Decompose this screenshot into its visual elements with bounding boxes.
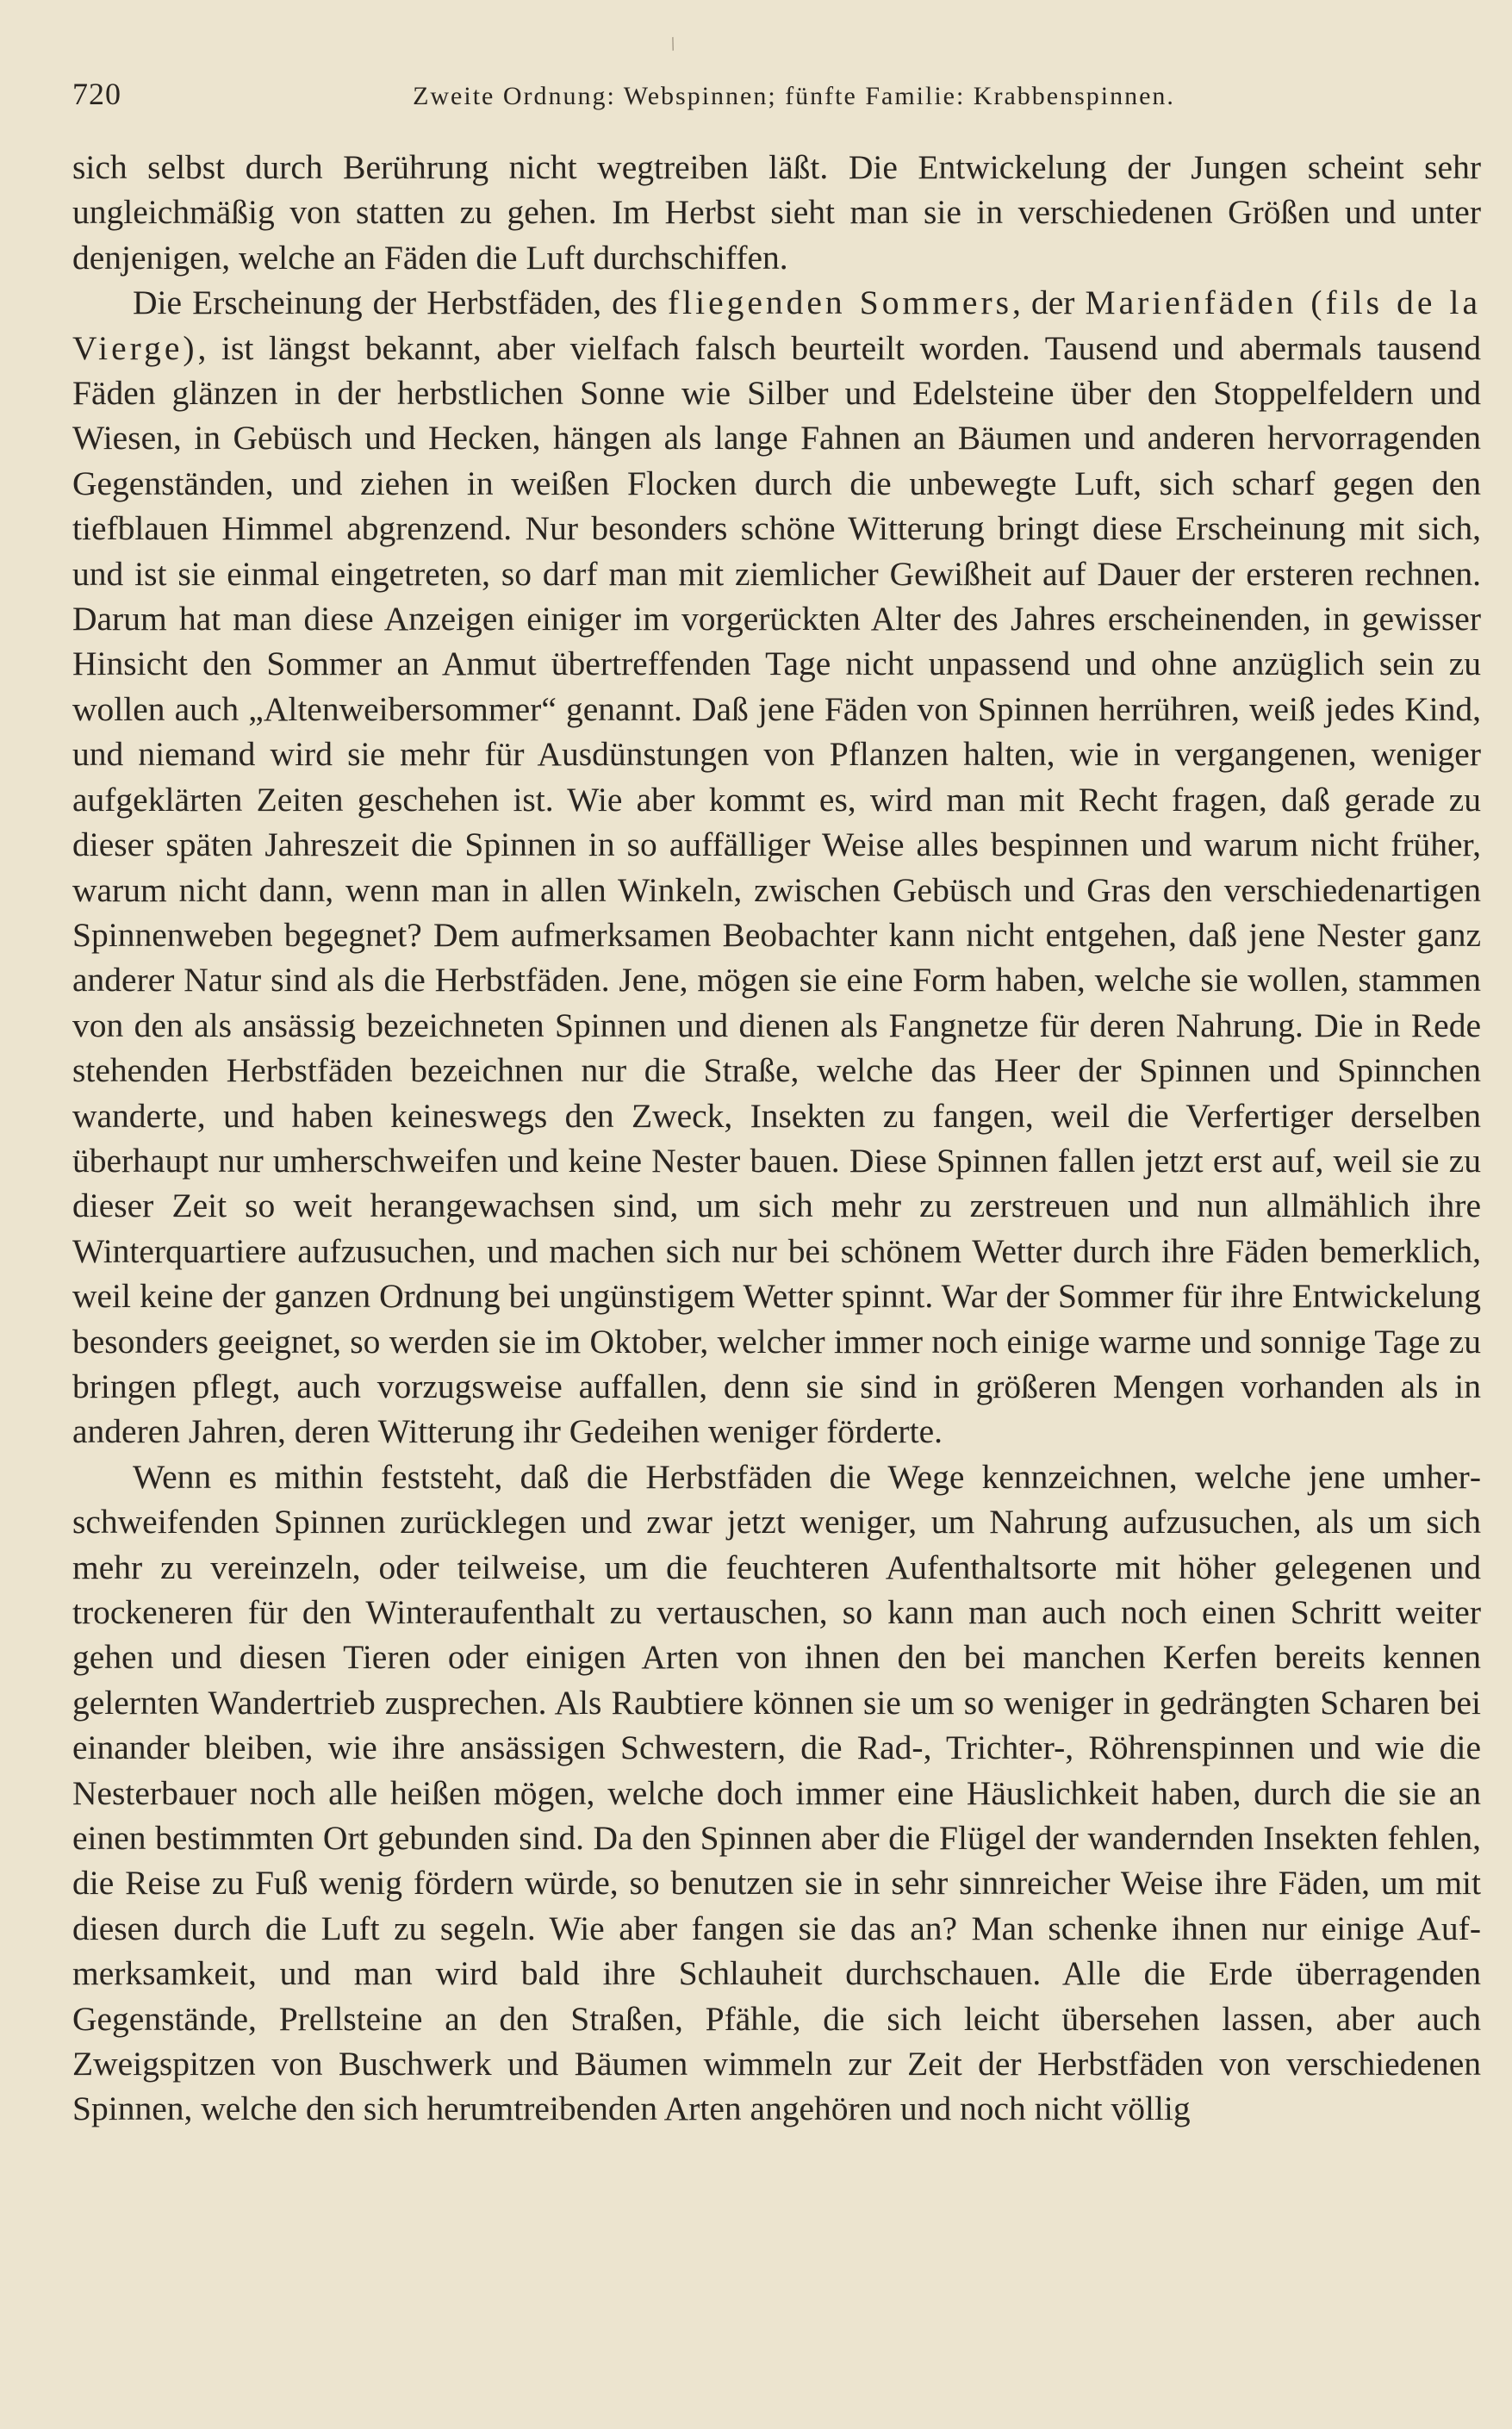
text-segment: , ist längst bekannt, aber vielfach falsch beurteilt worden. Tausend und abermals tausend Fäden glänzen in der herbstlichen Sonne wie Silber und Edelsteine über den Stoppelfeldern und Wiesen, in Gebüsch und Hecken, hängen als lange Fahnen an Bäumen und anderen hervorragenden Gegenständen, und ziehen in weißen Flocken durch die unbewegte Luft, sich scharf gegen den tiefblauen Himmel abgrenzend. Nur besonders schöne Witterung bringt diese Erscheinung mit sich, und ist sie einmal eingetreten, so darf man mit ziemlicher Gewißheit auf Dauer der ersteren rechnen. Darum hat man diese Anzeigen einiger im vorgerückten Alter des Jahres erscheinenden, in gewisser Hinsicht den Sommer an Anmut übertreffenden Tage nicht unpassend und ohne anzüglich sein zu wollen auch „Altenweibersommer“ genannt. Daß jene Fäden von Spinnen herrühren, weiß jedes Kind, und niemand wird sie mehr für Ausdünstungen von Pflanzen halten, wie in vergangenen, weniger aufgeklärten Zeiten geschehen ist. Wie aber kommt es, wird man mit Recht fragen, daß gerade zu dieser späten Jahreszeit die Spinnen in so auffälliger Weise alles bespinnen und warum nicht früher, warum nicht dann, wenn man in allen Winkeln, zwischen Gebüsch und Gras den verschiedenartigen Spinnenweben begegnet? Dem aufmerksamen Beobachter kann nicht entgehen, daß jene Nester ganz anderer Natur sind als die Herbstfäden. Jene, mögen sie eine Form haben, welche sie wollen, stammen von den als ansässig bezeichneten Spinnen und dienen als Fangnetze für deren Nahrung. Die in Rede stehenden Herbstfäden bezeichnen nur die Straße, welche das Heer der Spinnen und Spinnchen wanderte, und haben keineswegs den Zweck, Insekten zu fangen, weil die Verfertiger derselben überhaupt nur umherschweifen und keine Nester bauen. Diese Spinnen fallen jetzt erst auf, weil sie zu dieser Zeit so weit herangewachsen sind, um sich mehr zu zerstreuen und nun allmählich ihre Winterquartiere aufzusuchen, und machen sich nur bei schönem Wetter durch ihre Fäden bemerklich, weil keine der ganzen Ordnung bei ungünstigem Wetter spinnt. War der Sommer für ihre Entwickelung besonders geeignet, so werden sie im Oktober, welcher immer noch einige warme und sonnige Tage zu bringen pflegt, auch vorzugsweise auffallen, denn sie sind in größeren Mengen vorhanden als in anderen Jahren, deren Witterung ihr Gedeihen weniger förderte. — [72, 328, 1481, 1451]
text-segment: sich selbst durch Berührung nicht wegtreiben läßt. Die Entwickelung der Jungen scheint sehr ungleichmäßig von statten zu gehen. Im Herbst sieht man sie in verschiedenen Größen und unter denjenigen, welche an Fäden die Luft durchschiffen. — [72, 148, 1481, 277]
text-segment: Wenn es mithin feststeht, daß die Herbstfäden die Wege kennzeichnen, welche jene umherschweifenden Spinnen zurücklegen und zwar jetzt weniger, um Nahrung aufzusuchen, als um sich mehr zu vereinzeln, oder teilweise, um die feuchteren Aufenthaltsorte mit höher gelegenen und trockeneren für den Winteraufenthalt zu vertauschen, so kann man auch noch einen Schritt weiter gehen und diesen Tieren oder einigen Arten von ihnen den bei manchen Kerfen bereits kennen gelernten Wandertrieb zusprechen. Als Raubtiere können sie um so weniger in gedrängten Scharen bei einander bleiben, wie ihre ansässigen Schwestern, die Rad-, Trichter-, Röhrenspinnen und wie die Nesterbauer noch alle heißen mögen, welche doch immer eine Häuslichkeit haben, durch die sie an einen bestimmten Ort gebunden sind. Da den Spinnen aber die Flügel der wandernden Insekten fehlen, die Reise zu Fuß wenig fördern würde, so benutzen sie in sehr sinnreicher Weise ihre Fäden, um mit diesen durch die Luft zu segeln. Wie aber fangen sie das an? Man schenke ihnen nur einige Aufmerksamkeit, und man wird bald ihre Schlauheit durchschauen. Alle die Erde überragenden Gegenstände, Prellsteine an den Straßen, Pfähle, die sich leicht übersehen lassen, aber auch Zweigspitzen von Buschwerk und Bäumen wimmeln zur Zeit der Herbstfäden von verschiedenen Spinnen, welche den sich herumtreibenden Arten angehören und noch nicht völlig — [72, 1457, 1481, 2128]
paragraph — [72, 1454, 1481, 2132]
running-header — [72, 76, 1481, 128]
text-segment: Die Erscheinung der Herbstfäden, des — [133, 283, 668, 322]
printer-mark: / — [666, 32, 680, 55]
running-title: Zweite Ordnung: Webspinnen; fünfte Familie: Krabbenspinnen. — [413, 82, 1175, 110]
page-number: 720 — [72, 77, 121, 111]
body-text — [72, 145, 1481, 2132]
text-segment: , der — [1012, 283, 1086, 322]
emphasized-text: fliegenden Sommers — [667, 283, 1012, 322]
paragraph — [72, 280, 1481, 1454]
emphasized-text: Marienfäden (fils de la Vierge) — [72, 283, 1482, 367]
paragraph — [72, 145, 1481, 280]
